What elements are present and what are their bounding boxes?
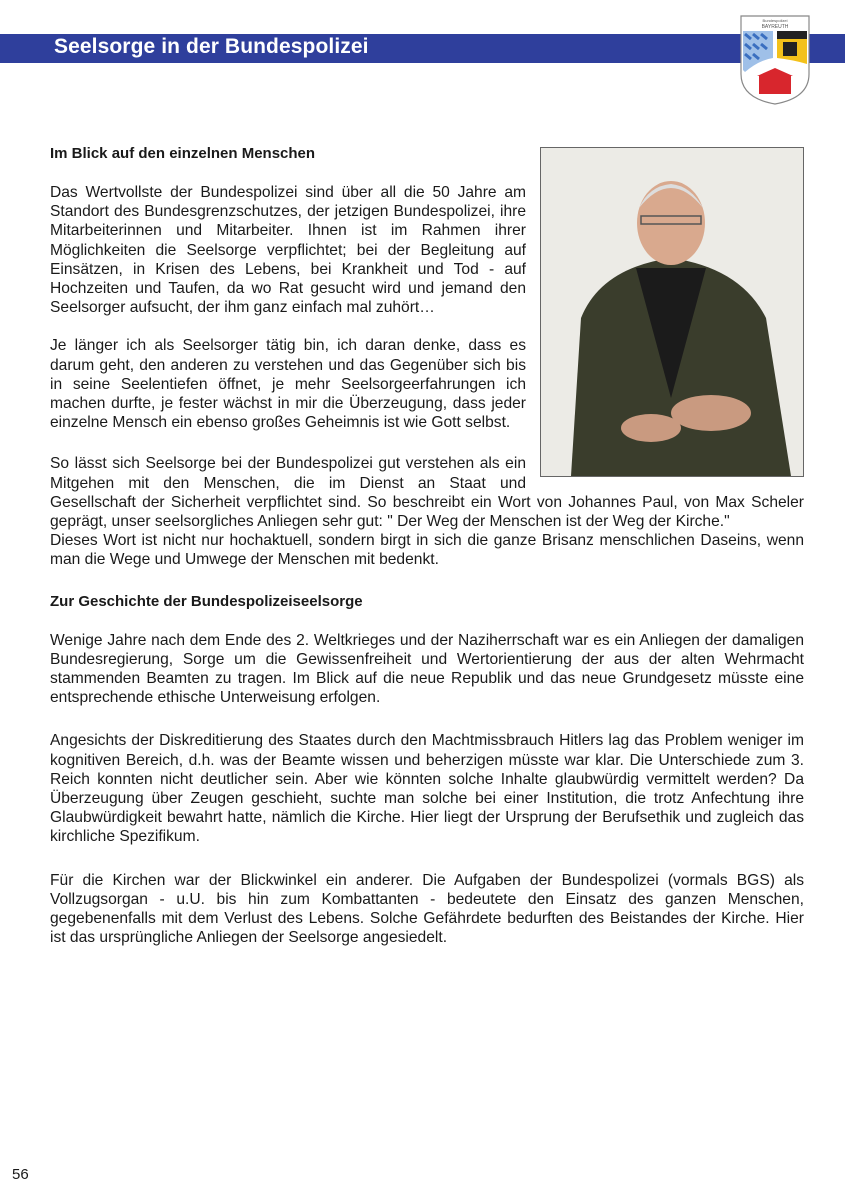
paragraph: So lässt sich Seelsorge bei der Bundespolizei gut verstehen als ein Mitgehen mit den Menschen, die im Dienst an Staat und Gesellschaft der Sicherheit verpflichtet sind. So beschreibt ein Wort von Johannes Paul, von Max Scheler geprägt, unser seelsorgliches Anliegen sehr gut: " Der Weg der Menschen ist der Weg der Kirche." <box>50 455 804 531</box>
section-heading: Im Blick auf den einzelnen Menschen <box>50 145 316 162</box>
svg-text:Bundespolizei: Bundespolizei <box>762 18 788 23</box>
paragraph: Wenige Jahre nach dem Ende des 2. Weltkrieges und der Naziherrschaft war es ein Anliegen der damaligen Bundesregierung, Sorge um die Gewissenfreiheit und Wertorientierung der aus der alten Wehrmacht stammenden Beamten zu tragen. Im Blick auf die neue Republik und das neue Grundgesetz müsste eine entsprechende ethische Unterweisung erfolgen. <box>50 631 804 707</box>
paragraph: Für die Kirchen war der Blickwinkel ein anderer. Die Aufgaben der Bundespolizei (vormals BGS) als Vollzugsorgan - u.U. bis hin zum Kombattanten - bedeutete den Einsatz des ganzen Menschen, gegebenenfalls mit dem Verlust des Lebens. Solche Gefährdete bedurften des Beistandes der Kirche. Hier ist das ursprüngliche Anliegen der Seelsorge angesiedelt. <box>50 871 804 947</box>
page-title: Seelsorge in der Bundespolizei <box>54 35 369 58</box>
portrait-photo <box>540 147 804 477</box>
bayreuth-crest-logo <box>739 14 811 106</box>
paragraph: Je länger ich als Seelsorger tätig bin, ich daran denke, dass es darum geht, den anderen zu verstehen und das Gegenüber sich bis in seine Seelentiefen öffnet, je mehr Seelsorgeerfahrungen ich machen durfte, je fester wächst in mir die Überzeugung, dass jeder einzelne Mensch ein ebenso großes Geheimnis ist wie Gott selbst. <box>50 337 526 432</box>
page-number: 56 <box>12 1166 29 1183</box>
svg-text:BAYREUTH: BAYREUTH <box>761 24 789 30</box>
paragraph: Dieses Wort ist nicht nur hochaktuell, sondern birgt in sich die ganze Brisanz menschlichen Daseins, wenn man die Wege und Umwege der Menschen mit bedenkt. <box>50 532 804 569</box>
section-heading: Zur Geschichte der Bundespolizeiseelsorge <box>50 592 363 610</box>
article <box>50 144 804 967</box>
paragraph: Angesichts der Diskreditierung des Staates durch den Machtmissbrauch Hitlers lag das Problem weniger im kognitiven Bereich, d.h. was der Beamte wissen und beherzigen müsste war klar. Die Unterschiede zum 3. Reich konnten nicht deutlicher sein. Aber wie könnten solche Inhalte glaubwürdig vermittelt werden? Da Überzeugung über Zeugen geschieht, suchte man solche bei einer Institution, die trotz Anfechtung ihre Glaubwürdigkeit bewahrt hatte, nämlich die Kirche. Hier liegt der Ursprung der Berufsethik und zugleich das kirchliche Spezifikum. <box>50 732 804 846</box>
paragraph: Das Wertvollste der Bundespolizei sind über all die 50 Jahre am Standort des Bundesgrenzschutzes, der jetzigen Bundespolizei, ihre Mitarbeiterinnen und Mitarbeiter. Ihnen ist im Rahmen ihrer Möglichkeiten die Seelsorge verpflichtet; bei der Begleitung auf Einsätzen, in Krisen des Lebens, bei Krankheit und Tod - auf Hochzeiten und Taufen, da wo Rat gesucht wird und jemand den Seelsorger aufsucht, der ihm ganz einfach mal zuhört… <box>50 184 526 317</box>
title-band <box>0 34 845 63</box>
